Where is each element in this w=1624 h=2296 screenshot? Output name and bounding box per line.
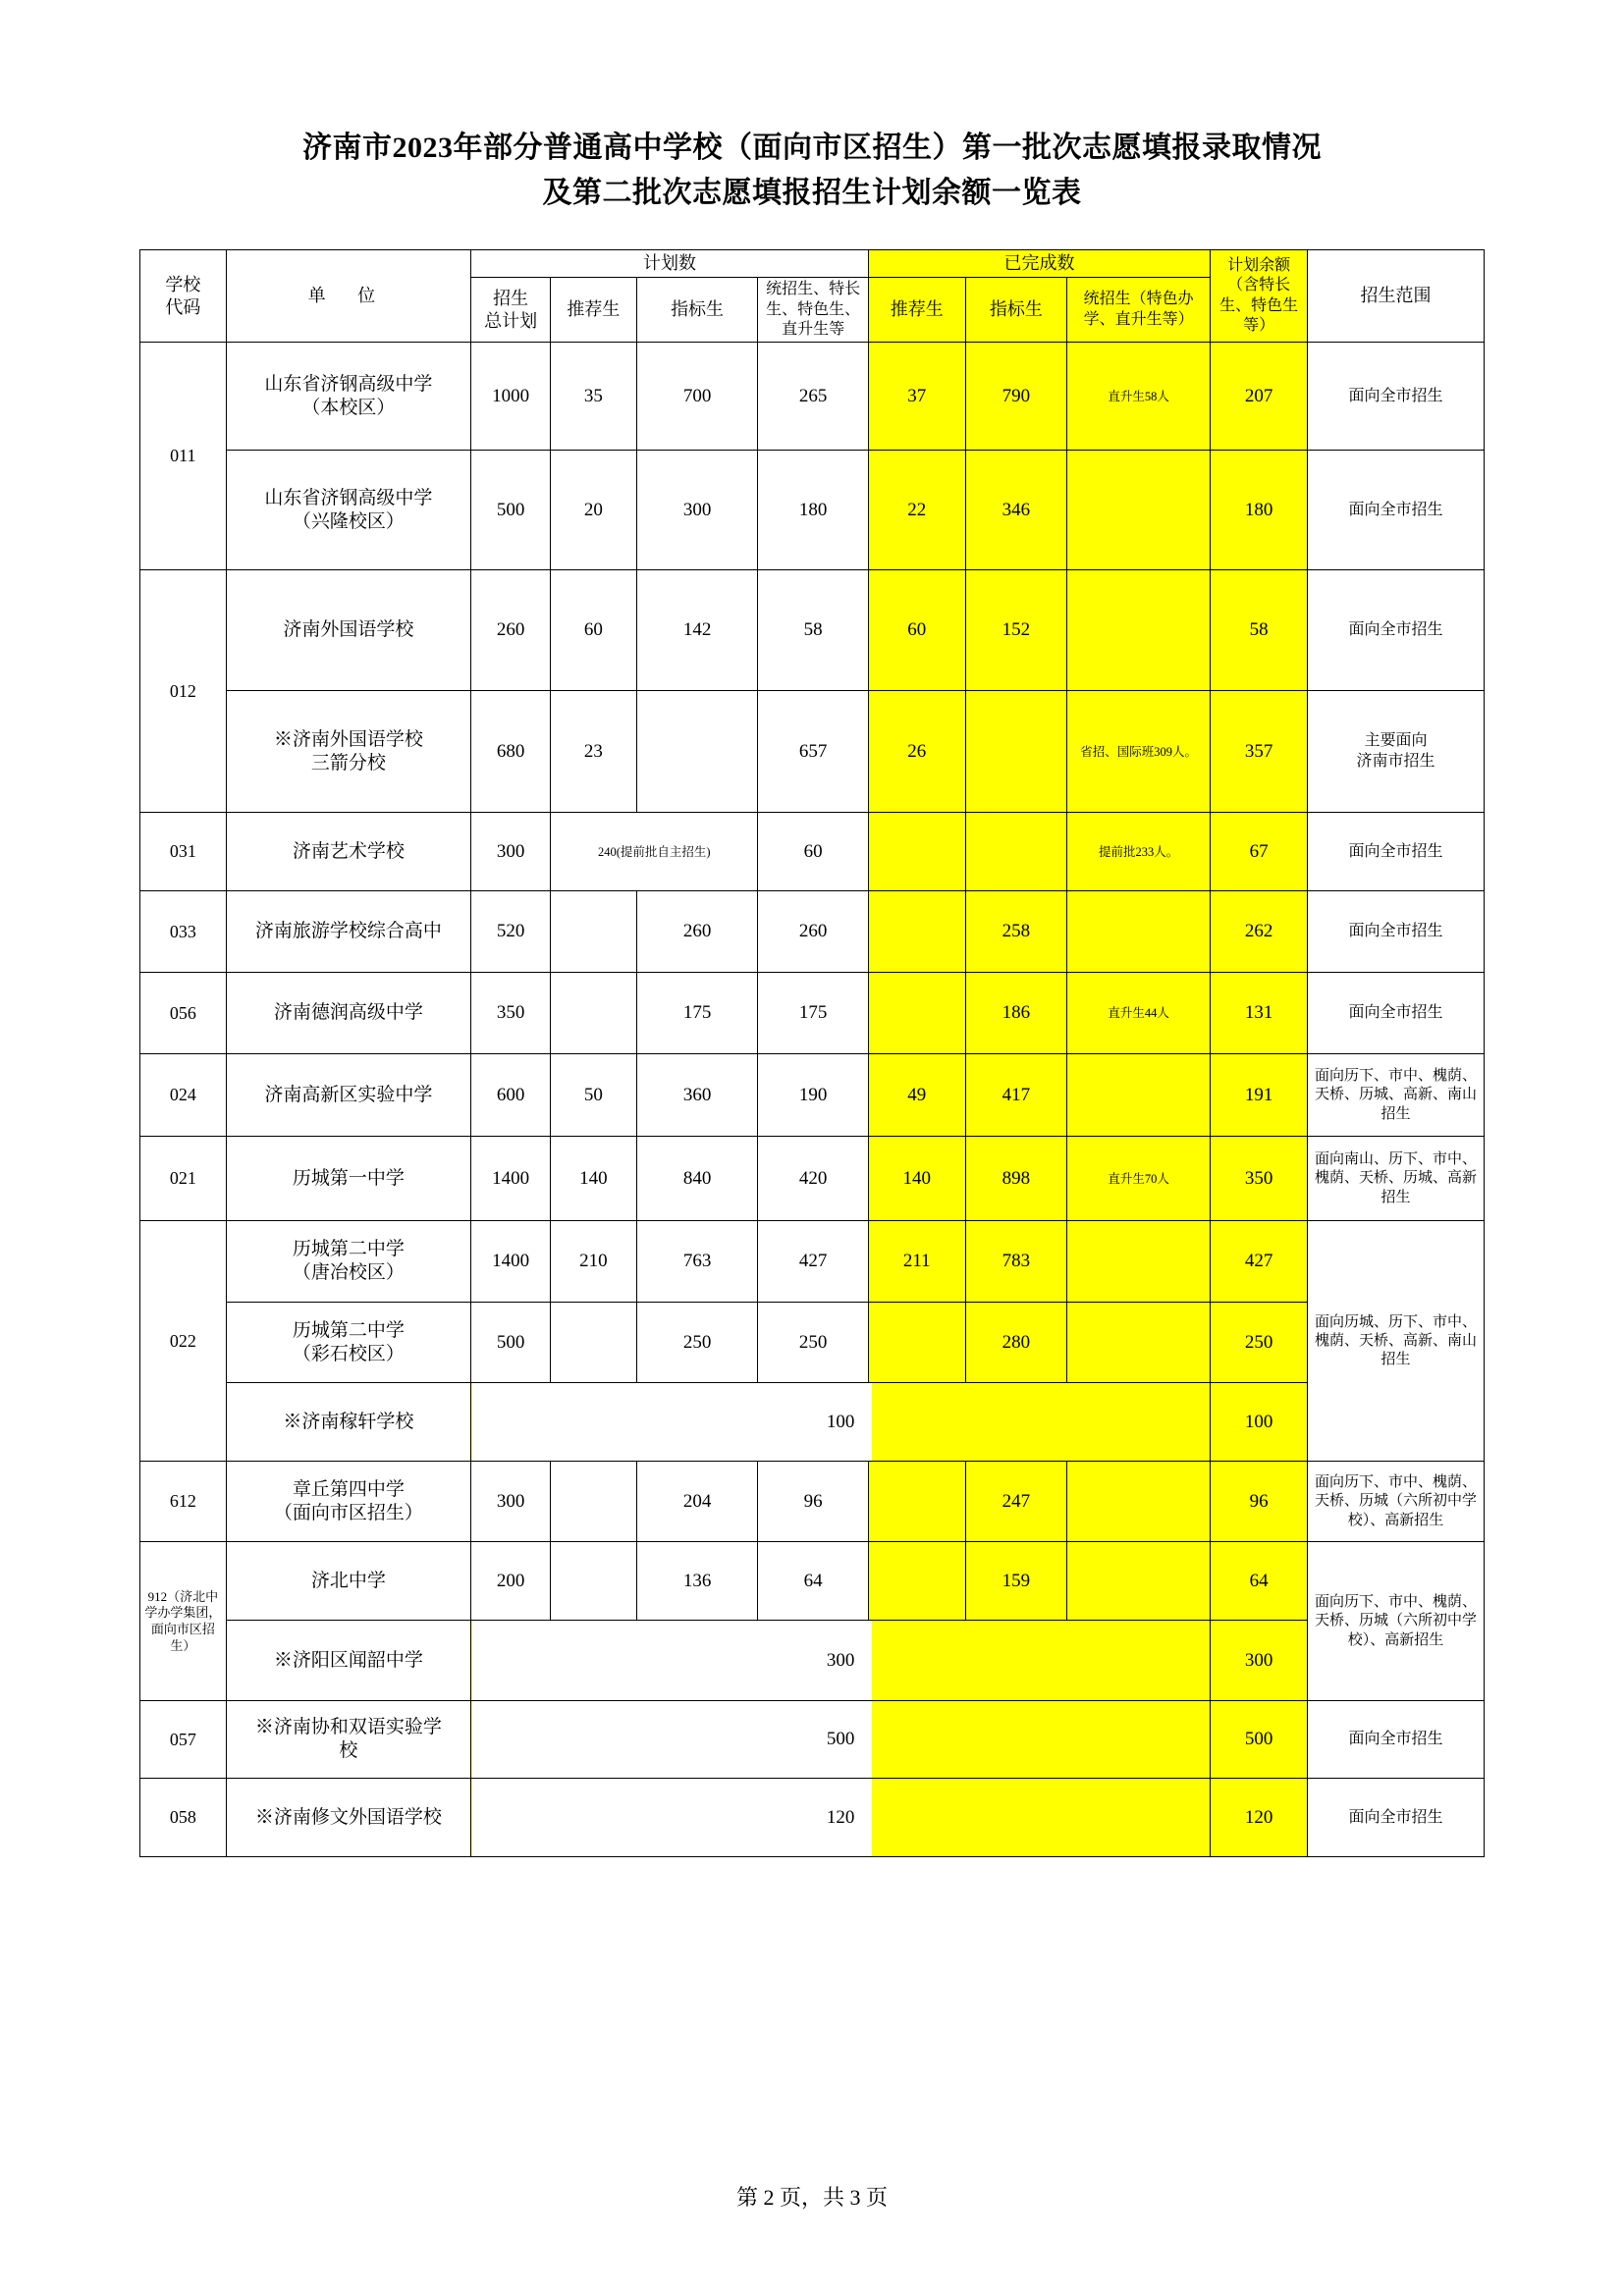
cell-plan-total: 260 <box>471 570 551 691</box>
cell-plan-index: 840 <box>636 1137 758 1221</box>
cell-remaining: 191 <box>1211 1054 1308 1137</box>
text-line: 三箭分校 <box>310 752 386 774</box>
text-line: ※济南稼轩学校 <box>283 1411 414 1432</box>
cell-scope: 面向历城、历下、市中、槐荫、天桥、高新、南山招生 <box>1308 1221 1485 1462</box>
header-scope: 招生范围 <box>1308 250 1485 343</box>
cell-plan-recommend: 60 <box>551 570 637 691</box>
cell-unit-name <box>226 1542 471 1621</box>
cell-plan-index: 250 <box>636 1303 758 1383</box>
cell-done-index: 898 <box>965 1137 1066 1221</box>
cell-plan-recommend <box>551 1303 637 1383</box>
cell-plan-total: 500 <box>471 1303 551 1383</box>
table-row <box>140 570 1485 691</box>
cell-unit-name <box>226 1621 471 1701</box>
cell-done-index: 258 <box>965 891 1066 973</box>
cell-remaining: 58 <box>1211 570 1308 691</box>
cell-plan-total: 1400 <box>471 1221 551 1303</box>
cell-plan-recommend: 50 <box>551 1054 637 1137</box>
cell-done-index: 247 <box>965 1462 1066 1542</box>
cell-done-unified: 省招、国际班309人。 <box>1067 691 1211 813</box>
cell-scope: 面向全市招生 <box>1308 891 1485 973</box>
cell-unit-name <box>226 1462 471 1542</box>
cell-unit-name <box>226 1779 471 1857</box>
text-line: ※济南修文外国语学校 <box>254 1806 442 1828</box>
text-line: 历城第二中学 <box>292 1319 405 1341</box>
cell-unit-name <box>226 973 471 1054</box>
text-line: 历城第一中学 <box>292 1167 405 1189</box>
cell-plan-index: 175 <box>636 973 758 1054</box>
cell-unit-name <box>226 1383 471 1462</box>
cell-done-unified <box>1067 570 1211 691</box>
cell-done-index: 159 <box>965 1542 1066 1621</box>
cell-plan-index: 142 <box>636 570 758 691</box>
cell-plan-index <box>636 691 758 813</box>
text-line: 章丘第四中学 <box>292 1478 405 1500</box>
cell-remaining: 96 <box>1211 1462 1308 1542</box>
cell-remaining: 64 <box>1211 1542 1308 1621</box>
cell-unit-name <box>226 570 471 691</box>
cell-remaining: 120 <box>1211 1779 1308 1857</box>
header-completed-group: 已完成数 <box>868 250 1210 278</box>
cell-remaining: 427 <box>1211 1221 1308 1303</box>
table-row <box>140 1542 1485 1621</box>
cell-scope: 面向全市招生 <box>1308 973 1485 1054</box>
cell-plan-total: 1000 <box>471 343 551 451</box>
cell-done-recommend <box>868 973 965 1054</box>
cell-plan-recommend: 240(提前批自主招生) <box>551 813 758 891</box>
cell-done-unified <box>1067 1303 1211 1383</box>
cell-done-unified <box>1067 1221 1211 1303</box>
header-plan-total <box>471 278 551 343</box>
text-line: 济南旅游学校综合高中 <box>254 921 442 942</box>
text-line: ※济南外国语学校 <box>273 728 423 750</box>
cell-school-code: 021 <box>140 1137 227 1221</box>
text-line: （唐冶校区） <box>292 1262 405 1284</box>
cell-done-index: 346 <box>965 451 1066 570</box>
cell-plan-recommend: 35 <box>551 343 637 451</box>
header-plan-total-line1: 招生 <box>493 288 529 308</box>
text-line: （兴隆校区） <box>292 510 405 532</box>
text-line: ※济南协和双语实验学 <box>254 1717 442 1738</box>
cell-unit-name <box>226 1221 471 1303</box>
cell-done-unified: 提前批233人。 <box>1067 813 1211 891</box>
cell-plan-total: 680 <box>471 691 551 813</box>
cell-plan-index: 204 <box>636 1462 758 1542</box>
cell-plan-total: 520 <box>471 891 551 973</box>
cell-scope: 面向历下、市中、槐荫、天桥、历城（六所初中学校）、高新招生 <box>1308 1542 1485 1701</box>
cell-school-code: 057 <box>140 1701 227 1779</box>
cell-remaining: 207 <box>1211 343 1308 451</box>
header-plan-unified: 统招生、特长生、特色生、直升生等 <box>758 278 868 343</box>
table-row <box>140 1462 1485 1542</box>
cell-school-code: 022 <box>140 1221 227 1462</box>
cell-done-recommend <box>868 1303 965 1383</box>
cell-merged-plan: 500 <box>471 1701 1211 1779</box>
cell-remaining: 67 <box>1211 813 1308 891</box>
table-row <box>140 1054 1485 1137</box>
cell-plan-unified: 180 <box>758 451 868 570</box>
header-plan-recommend: 推荐生 <box>551 278 637 343</box>
cell-plan-unified: 250 <box>758 1303 868 1383</box>
cell-school-code: 031 <box>140 813 227 891</box>
cell-done-unified <box>1067 1462 1211 1542</box>
cell-done-unified: 直升生44人 <box>1067 973 1211 1054</box>
cell-remaining: 357 <box>1211 691 1308 813</box>
header-done-recommend: 推荐生 <box>868 278 965 343</box>
table-row <box>140 343 1485 451</box>
table-header <box>140 250 1485 343</box>
cell-done-unified <box>1067 891 1211 973</box>
cell-plan-recommend <box>551 1462 637 1542</box>
table-row <box>140 1383 1485 1462</box>
cell-unit-name <box>226 343 471 451</box>
cell-done-recommend: 37 <box>868 343 965 451</box>
cell-scope: 面向全市招生 <box>1308 1779 1485 1857</box>
cell-done-recommend: 140 <box>868 1137 965 1221</box>
cell-done-index <box>965 691 1066 813</box>
cell-done-recommend: 60 <box>868 570 965 691</box>
cell-plan-total: 1400 <box>471 1137 551 1221</box>
cell-scope: 面向全市招生 <box>1308 570 1485 691</box>
cell-plan-index: 136 <box>636 1542 758 1621</box>
cell-done-unified <box>1067 1542 1211 1621</box>
cell-unit-name <box>226 1137 471 1221</box>
cell-scope: 面向全市招生 <box>1308 343 1485 451</box>
cell-plan-unified: 175 <box>758 973 868 1054</box>
cell-school-code: 024 <box>140 1054 227 1137</box>
cell-plan-recommend <box>551 973 637 1054</box>
cell-merged-plan: 120 <box>471 1779 1211 1857</box>
cell-remaining: 300 <box>1211 1621 1308 1701</box>
cell-plan-unified: 96 <box>758 1462 868 1542</box>
page-title-line-1: 济南市2023年部分普通高中学校（面向市区招生）第一批次志愿填报录取情况 <box>302 132 1322 164</box>
table-row <box>140 691 1485 813</box>
header-school-code-line2: 代码 <box>165 296 201 317</box>
text-line: 济南市招生 <box>1356 752 1435 770</box>
cell-done-recommend <box>868 1462 965 1542</box>
cell-done-recommend <box>868 1542 965 1621</box>
header-school-code <box>140 250 227 343</box>
cell-plan-index: 700 <box>636 343 758 451</box>
table-row <box>140 891 1485 973</box>
text-line: 山东省济钢高级中学 <box>264 487 433 508</box>
cell-plan-recommend: 140 <box>551 1137 637 1221</box>
text-line: ※济阳区闻韶中学 <box>273 1649 423 1671</box>
cell-plan-total: 200 <box>471 1542 551 1621</box>
header-row-1 <box>140 250 1485 278</box>
cell-unit-name <box>226 813 471 891</box>
text-line: 主要面向 <box>1364 732 1428 750</box>
page-title-line-2: 及第二批次志愿填报招生计划余额一览表 <box>542 177 1082 209</box>
cell-done-index: 280 <box>965 1303 1066 1383</box>
cell-school-code: 612 <box>140 1462 227 1542</box>
cell-done-index: 783 <box>965 1221 1066 1303</box>
cell-done-recommend: 211 <box>868 1221 965 1303</box>
cell-done-unified <box>1067 451 1211 570</box>
table-row <box>140 1303 1485 1383</box>
cell-scope: 面向南山、历下、市中、槐荫、天桥、历城、高新招生 <box>1308 1137 1485 1221</box>
cell-plan-index: 300 <box>636 451 758 570</box>
page-footer: 第 2 页，共 3 页 <box>735 2185 888 2210</box>
header-unit: 单 位 <box>226 250 471 343</box>
cell-remaining: 100 <box>1211 1383 1308 1462</box>
text-line: 济南高新区实验中学 <box>264 1084 433 1105</box>
cell-plan-unified: 265 <box>758 343 868 451</box>
text-line: 济北中学 <box>310 1570 386 1591</box>
cell-remaining: 262 <box>1211 891 1308 973</box>
cell-remaining: 180 <box>1211 451 1308 570</box>
cell-merged-plan: 300 <box>471 1621 1211 1701</box>
cell-done-unified <box>1067 1054 1211 1137</box>
cell-unit-name <box>226 1701 471 1779</box>
cell-scope: 面向全市招生 <box>1308 1701 1485 1779</box>
page-title <box>0 0 1624 216</box>
cell-done-recommend <box>868 813 965 891</box>
header-done-unified: 统招生（特色办学、直升生等） <box>1067 278 1211 343</box>
cell-unit-name <box>226 1054 471 1137</box>
header-school-code-line1: 学校 <box>165 274 201 294</box>
cell-scope: 面向全市招生 <box>1308 451 1485 570</box>
table-row <box>140 1779 1485 1857</box>
table-body <box>140 343 1485 1857</box>
table-row <box>140 1621 1485 1701</box>
cell-school-code: 056 <box>140 973 227 1054</box>
cell-school-code: 058 <box>140 1779 227 1857</box>
cell-remaining: 350 <box>1211 1137 1308 1221</box>
cell-school-code: 912（济北中学办学集团，面向市区招生） <box>140 1542 227 1701</box>
cell-scope: 面向历下、市中、槐荫、天桥、历城（六所初中学校）、高新招生 <box>1308 1462 1485 1542</box>
cell-done-index: 152 <box>965 570 1066 691</box>
cell-scope <box>1308 691 1485 813</box>
header-done-index: 指标生 <box>965 278 1066 343</box>
cell-plan-total: 500 <box>471 451 551 570</box>
admissions-table-wrapper <box>139 249 1485 1857</box>
cell-done-index <box>965 813 1066 891</box>
cell-plan-recommend: 210 <box>551 1221 637 1303</box>
cell-remaining: 250 <box>1211 1303 1308 1383</box>
cell-plan-unified: 420 <box>758 1137 868 1221</box>
cell-done-recommend: 22 <box>868 451 965 570</box>
header-remaining: 计划余额（含特长生、特色生等） <box>1211 250 1308 343</box>
cell-school-code: 012 <box>140 570 227 813</box>
cell-plan-index: 260 <box>636 891 758 973</box>
cell-unit-name <box>226 451 471 570</box>
cell-done-unified: 直升生58人 <box>1067 343 1211 451</box>
header-plan-group: 计划数 <box>471 250 869 278</box>
text-line: 校 <box>339 1740 358 1762</box>
cell-school-code: 011 <box>140 343 227 570</box>
table-row <box>140 451 1485 570</box>
cell-plan-total: 300 <box>471 813 551 891</box>
cell-plan-unified: 60 <box>758 813 868 891</box>
header-plan-total-line2: 总计划 <box>484 310 538 331</box>
cell-plan-unified: 427 <box>758 1221 868 1303</box>
cell-done-unified: 直升生70人 <box>1067 1137 1211 1221</box>
cell-plan-unified: 190 <box>758 1054 868 1137</box>
cell-plan-unified: 58 <box>758 570 868 691</box>
cell-done-index: 186 <box>965 973 1066 1054</box>
cell-scope: 面向历下、市中、槐荫、天桥、历城、高新、南山招生 <box>1308 1054 1485 1137</box>
table-row <box>140 1701 1485 1779</box>
admissions-table <box>139 249 1485 1857</box>
cell-plan-recommend <box>551 891 637 973</box>
cell-remaining: 131 <box>1211 973 1308 1054</box>
cell-done-recommend: 49 <box>868 1054 965 1137</box>
cell-remaining: 500 <box>1211 1701 1308 1779</box>
text-line: 济南艺术学校 <box>292 840 405 862</box>
cell-merged-plan: 100 <box>471 1383 1211 1462</box>
cell-school-code: 033 <box>140 891 227 973</box>
cell-plan-recommend <box>551 1542 637 1621</box>
cell-plan-total: 600 <box>471 1054 551 1137</box>
cell-scope: 面向全市招生 <box>1308 813 1485 891</box>
cell-plan-recommend: 20 <box>551 451 637 570</box>
cell-unit-name <box>226 691 471 813</box>
cell-done-index: 790 <box>965 343 1066 451</box>
cell-done-index: 417 <box>965 1054 1066 1137</box>
text-line: 山东省济钢高级中学 <box>264 373 433 395</box>
text-line: （本校区） <box>301 397 396 418</box>
cell-plan-recommend: 23 <box>551 691 637 813</box>
cell-unit-name <box>226 891 471 973</box>
table-row <box>140 1137 1485 1221</box>
cell-unit-name <box>226 1303 471 1383</box>
table-row <box>140 813 1485 891</box>
table-row <box>140 1221 1485 1303</box>
text-line: （面向市区招生） <box>273 1502 423 1523</box>
cell-plan-unified: 260 <box>758 891 868 973</box>
text-line: 济南德润高级中学 <box>273 1002 423 1024</box>
cell-plan-total: 350 <box>471 973 551 1054</box>
cell-plan-index: 763 <box>636 1221 758 1303</box>
header-plan-index: 指标生 <box>636 278 758 343</box>
cell-plan-total: 300 <box>471 1462 551 1542</box>
text-line: 历城第二中学 <box>292 1239 405 1260</box>
cell-plan-unified: 64 <box>758 1542 868 1621</box>
table-row <box>140 973 1485 1054</box>
text-line: 济南外国语学校 <box>283 619 414 641</box>
cell-plan-unified: 657 <box>758 691 868 813</box>
cell-done-recommend <box>868 891 965 973</box>
cell-done-recommend: 26 <box>868 691 965 813</box>
text-line: （彩石校区） <box>292 1343 405 1364</box>
cell-plan-index: 360 <box>636 1054 758 1137</box>
